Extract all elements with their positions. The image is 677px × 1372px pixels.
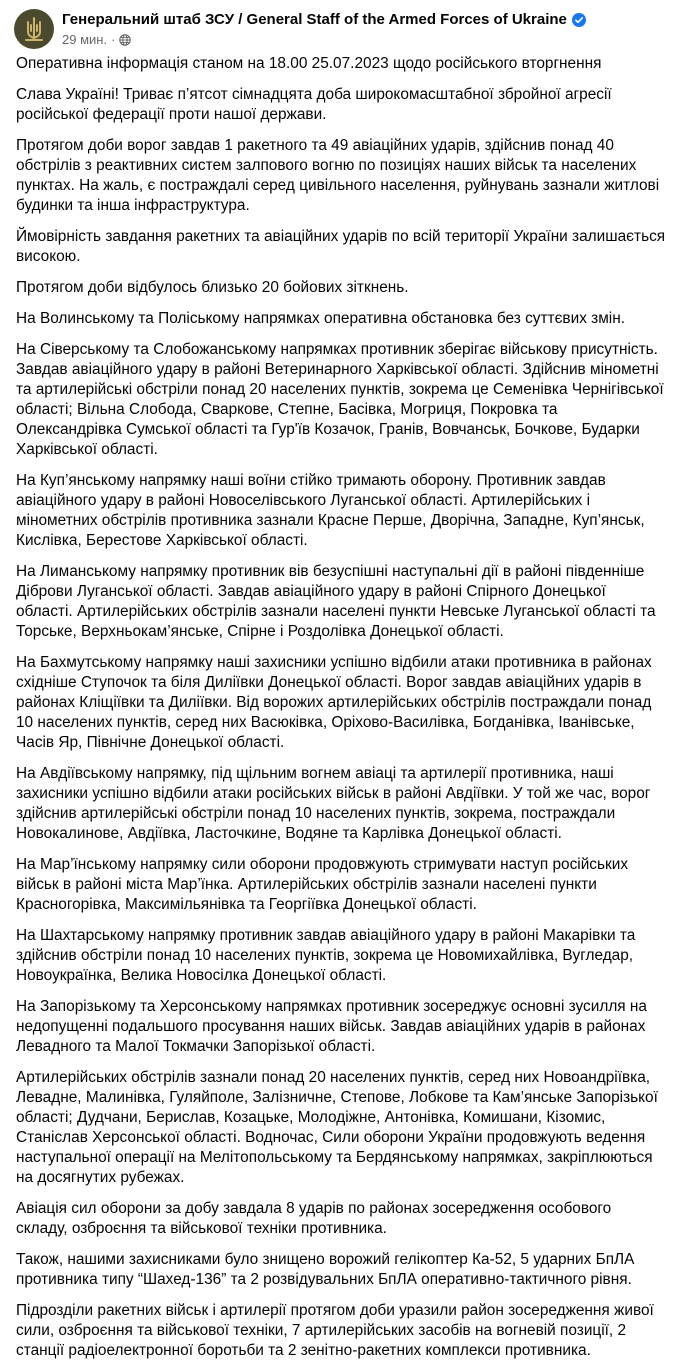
post-paragraph: На Волинському та Поліському напрямках оперативна обстановка без суттєвих змін. [16,310,625,327]
header-text [62,10,586,48]
globe-icon[interactable] [119,34,131,46]
page-name-link[interactable]: Генеральний штаб ЗСУ / General Staff of the Armed Forces of Ukraine [62,11,567,28]
post-paragraph: Також, нашими захисниками було знищено ворожий гелікоптер Ка-52, 5 ударних БпЛА противника типу “Шахед-136” та 2 розвідувальних БпЛА оперативно-тактичного рівня. [16,1251,635,1288]
post-paragraph: Протягом доби ворог завдав 1 ракетного та 49 авіаційних ударів, здійснив понад 40 обстрілів з реактивних систем залпового вогню по позиціях наших військ та населених пунктах. На жаль, є постраждалі серед цивільного населення, руйнувань зазнали житлові будинки та інша інфраструктура. [16,137,660,214]
meta-separator: · [111,32,116,47]
post-paragraph: Протягом доби відбулось близько 20 бойових зіткнень. [16,279,409,296]
post-paragraph: Оперативна інформація станом на 18.00 25.07.2023 щодо російського вторгнення [16,55,602,72]
post-text [16,54,666,1372]
post-timestamp[interactable]: 29 мин. [62,32,108,47]
post-paragraph: На Мар’їнському напрямку сили оборони продовжують стримувати наступ російських військ в районі міста Мар’їнка. Артилерійських обстрілів зазнали населені пункти Красногорівка, Максимільянівка та Георгіївка Донецької області. [16,856,629,913]
verified-badge-icon [572,13,586,27]
post-paragraph: Підрозділи ракетних військ і артилерії протягом доби уразили район зосередження живої сили, озброєння та військової техніки, 7 артилерійських засобів на вогневій позиції, 2 станції радіоелектронної боротьби та 2 зенітно-ракетних комплекси противника. [16,1302,654,1359]
post-header [14,8,586,50]
post-paragraph: На Бахмутському напрямку наші захисники успішно відбили атаки противника в районах східніше Ступочок та біля Диліївки Донецької області. Ворог завдав авіаційних ударів в районах Кліщіївки та Диліївки. Від ворожих артилерійських обстрілів постраждали понад 10 населених пунктів, серед них Васюківка, Оріхово-Василівка, Богданівка, Іванівське, Часів Яр, Північне Донецької області. [16,654,652,751]
post-paragraph: Ймовірність завдання ракетних та авіаційних ударів по всій території України залишається високою. [16,228,666,265]
post-paragraph: На Запорізькому та Херсонському напрямках противник зосереджує основні зусилля на недопущенні подальшого просування наших військ. Завдав авіаційних ударів в районах Левадного та Малої Токмачки Запорізької області. [16,998,647,1055]
post-paragraph: На Лиманському напрямку противник вів безуспішні наступальні дії в районі південніше Діброви Луганської області. Завдав авіаційного удару в районі Спірного Донецької області. Артилерійських обстрілів зазнали населені пункти Невське Луганської області та Торське, Верхньокам’янське, Спірне і Роздолівка Донецької області. [16,563,656,640]
trident-emblem-icon [22,16,46,42]
post-paragraph: На Шахтарському напрямку противник завдав авіаційного удару в районі Макарівки та здійснив обстріли понад 10 населених пунктів, зокрема це Новомихайлівка, Вугледар, Новоукраїнка, Велика Новосілка Донецької області. [16,927,636,984]
post-meta [62,31,586,48]
page-avatar[interactable] [14,9,54,49]
page-name-line [62,10,586,29]
post-paragraph: На Сіверському та Слобожанському напрямках противник зберігає військову присутність. Завдав авіаційного удару в районі Ветеринарного Харківської області. Здійснив мінометні та артилерійські обстріли понад 20 населених пунктів, зокрема це Семенівка Чернігівської області; Вільна Слобода, Сваркове, Степне, Басівка, Могриця, Покровка та Олександрівка Сумської області та Гур'їв Козачок, Гранів, Вовчанськ, Бочкове, Бударки Харківської області. [16,341,664,458]
post-paragraph: На Куп’янському напрямку наші воїни стійко тримають оборону. Противник завдав авіаційного удару в районі Новоселівського Луганської області. Артилерійських і мінометних обстрілів противника зазнали Красне Перше, Дворічна, Западне, Куп’янськ, Кислівка, Берестове Харківської області. [16,472,645,549]
post-paragraph: На Авдіївському напрямку, під щільним вогнем авіаці та артилерії противника, наші захисники успішно відбили атаки російських військ в районі Авдіївки. У той же час, ворог здійснив артилерійські обстріли понад 10 населених пунктів, зокрема, постраждали Новокалинове, Авдіївка, Ласточкине, Водяне та Карлівка Донецької області. [16,765,651,842]
post-paragraph: Авіація сил оборони за добу завдала 8 ударів по районах зосередження особового складу, озброєння та військової техніки противника. [16,1200,612,1237]
post-paragraph: Артилерійських обстрілів зазнали понад 20 населених пунктів, серед них Новоандріївка, Левадне, Малинівка, Гуляйполе, Залізничне, Степове, Лобкове та Кам’янське Запорізької області; Дудчани, Берислав, Козацьке, Молодіжне, Антонівка, Комишани, Кізомис, Станіслав Херсонської області. Водночас, Сили оборони України продовжують ведення наступальної операції на Мелітопольському та Бердянському напрямках, закріплюються на досягнутих рубежах. [16,1069,658,1186]
post-paragraph: Слава Україні! Триває п’ятсот сімнадцята доба широкомасштабної збройної агресії російської федерації проти нашої держави. [16,86,612,123]
